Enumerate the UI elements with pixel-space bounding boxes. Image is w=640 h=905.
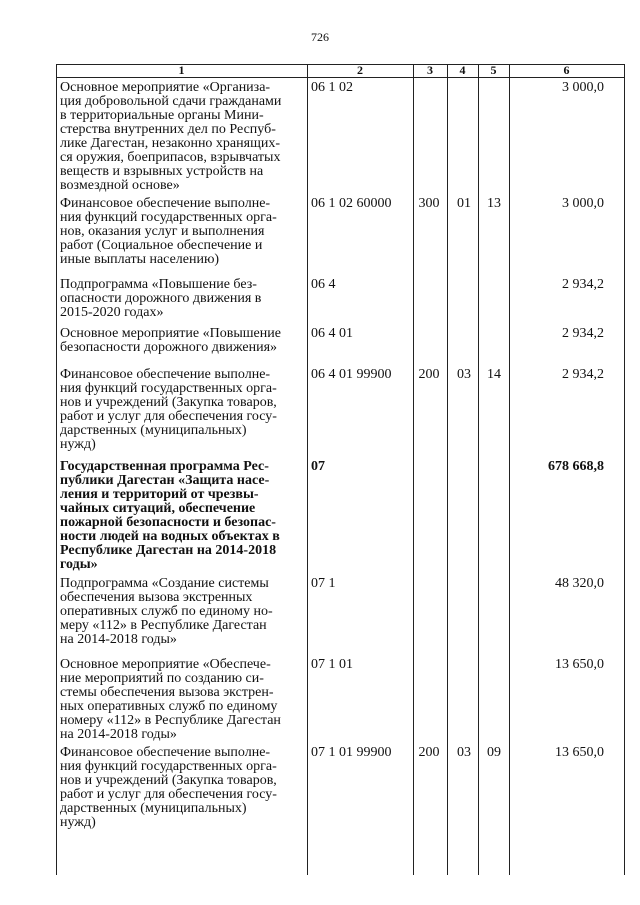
row-name-line: иные выплаты населению) [60,252,220,267]
row-name [60,81,300,193]
header-col-2: 2 [357,63,363,77]
row-name [60,746,300,830]
row-name-line: на 2014-2018 годы» [60,727,177,742]
row-name-line: Финансовое обеспечение выполне- [60,196,271,211]
row-code: 07 1 01 99900 [311,745,392,760]
row-name [60,577,300,647]
row-name-line: опасности дорожного движения в [60,291,262,306]
row-name-line: работ и услуг для обеспечения госу- [60,409,277,424]
row-code: 06 1 02 60000 [311,196,392,211]
row-sum: 678 668,8 [548,459,604,474]
row-sum: 2 934,2 [562,326,604,341]
row-rz: 01 [457,196,471,211]
row-code: 07 1 01 [311,657,353,672]
table-divider-4 [478,64,479,875]
table-divider-3 [447,64,448,875]
row-name-line: нов и учреждений (Закупка товаров, [60,395,277,410]
row-name-line: в территориальные органы Мини- [60,108,264,123]
row-name-line: ция добровольной сдачи гражданами [60,94,282,109]
row-name [60,460,300,572]
table-divider-1 [307,64,308,875]
row-name [60,327,300,355]
row-name-line: ности людей на водных объектах в [60,529,280,544]
row-name-line: на 2014-2018 годы» [60,632,177,647]
row-name-line: ления и территорий от чрезвы- [60,487,259,502]
row-vr: 300 [418,196,440,211]
row-sum: 2 934,2 [562,277,604,292]
row-vr: 200 [418,367,440,382]
row-pr: 13 [487,196,501,211]
row-name-line: безопасности дорожного движения» [60,340,278,355]
row-name-line: дарственных (муниципальных) [60,423,247,438]
table-border-left [56,64,57,875]
row-name-line: оперативных служб по единому но- [60,604,273,619]
row-name-line: чайных ситуаций, обеспечение [60,501,256,516]
row-name-line: дарственных (муниципальных) [60,801,247,816]
row-name-line: ние мероприятий по созданию си- [60,671,264,686]
row-code: 06 1 02 [311,80,353,95]
row-name-line: ся оружия, боеприпасов, взрывчатых [60,150,281,165]
header-col-5: 5 [490,63,497,77]
row-sum: 48 320,0 [555,576,604,591]
row-name-line: нов, оказания услуг и выполнения [60,224,265,239]
table-divider-5 [509,64,510,875]
row-name-line: годы» [60,557,98,572]
header-col-3: 3 [427,63,433,77]
page-number: 726 [311,30,329,44]
row-name-line: возмездной основе» [60,178,180,193]
header-col-4: 4 [459,63,466,77]
row-name-line: Основное мероприятие «Обеспече- [60,657,271,672]
row-code: 06 4 01 99900 [311,367,392,382]
row-name [60,197,300,267]
row-code: 07 1 [311,576,336,591]
row-name-line: ния функций государственных орга- [60,759,277,774]
row-name-line: Финансовое обеспечение выполне- [60,367,271,382]
row-code: 06 4 [311,277,336,292]
row-name-line: лике Дагестан, незаконно хранящих- [60,136,281,151]
row-name-line: номеру «112» в Республике Дагестан [60,713,281,728]
row-rz: 03 [457,367,471,382]
row-name-line: Основное мероприятие «Организа- [60,80,271,95]
row-name-line: Подпрограмма «Создание системы [60,576,269,591]
row-name-line: нов и учреждений (Закупка товаров, [60,773,277,788]
row-name-line: ных оперативных служб по единому [60,699,278,714]
row-name-line: Финансовое обеспечение выполне- [60,745,271,760]
row-name [60,368,300,452]
row-name-line: веществ и взрывных устройств на [60,164,264,179]
row-name-line: работ (Социальное обеспечение и [60,238,263,253]
row-name-line: 2015-2020 годах» [60,305,164,320]
row-name-line: Государственная программа Рес- [60,459,269,474]
row-rz: 03 [457,745,471,760]
row-pr: 14 [487,367,501,382]
row-name-line: работ и услуг для обеспечения госу- [60,787,277,802]
table-header-border [56,77,624,78]
row-sum: 13 650,0 [555,657,604,672]
row-sum: 13 650,0 [555,745,604,760]
row-name-line: ния функций государственных орга- [60,210,277,225]
row-code: 07 [311,459,325,474]
header-col-1: 1 [178,63,185,77]
row-name-line: нужд) [60,815,96,830]
row-name-line: обеспечения вызова экстренных [60,590,253,605]
row-name-line: пожарной безопасности и безопас- [60,515,276,530]
row-name-line: ния функций государственных орга- [60,381,277,396]
row-name-line: меру «112» в Республике Дагестан [60,618,267,633]
row-sum: 3 000,0 [562,196,604,211]
row-name-line: публики Дагестан «Защита насе- [60,473,270,488]
row-sum: 3 000,0 [562,80,604,95]
row-name-line: стерства внутренних дел по Респуб- [60,122,276,137]
row-vr: 200 [418,745,440,760]
row-name-line: Основное мероприятие «Повышение [60,326,281,341]
row-name [60,658,300,742]
row-name [60,278,300,320]
table-border-right [624,64,625,875]
header-col-6: 6 [563,63,570,77]
row-sum: 2 934,2 [562,367,604,382]
row-name-line: Республике Дагестан на 2014-2018 [60,543,277,558]
row-code: 06 4 01 [311,326,353,341]
row-name-line: нужд) [60,437,96,452]
row-pr: 09 [487,745,501,760]
row-name-line: стемы обеспечения вызова экстрен- [60,685,274,700]
row-name-line: Подпрограмма «Повышение без- [60,277,257,292]
